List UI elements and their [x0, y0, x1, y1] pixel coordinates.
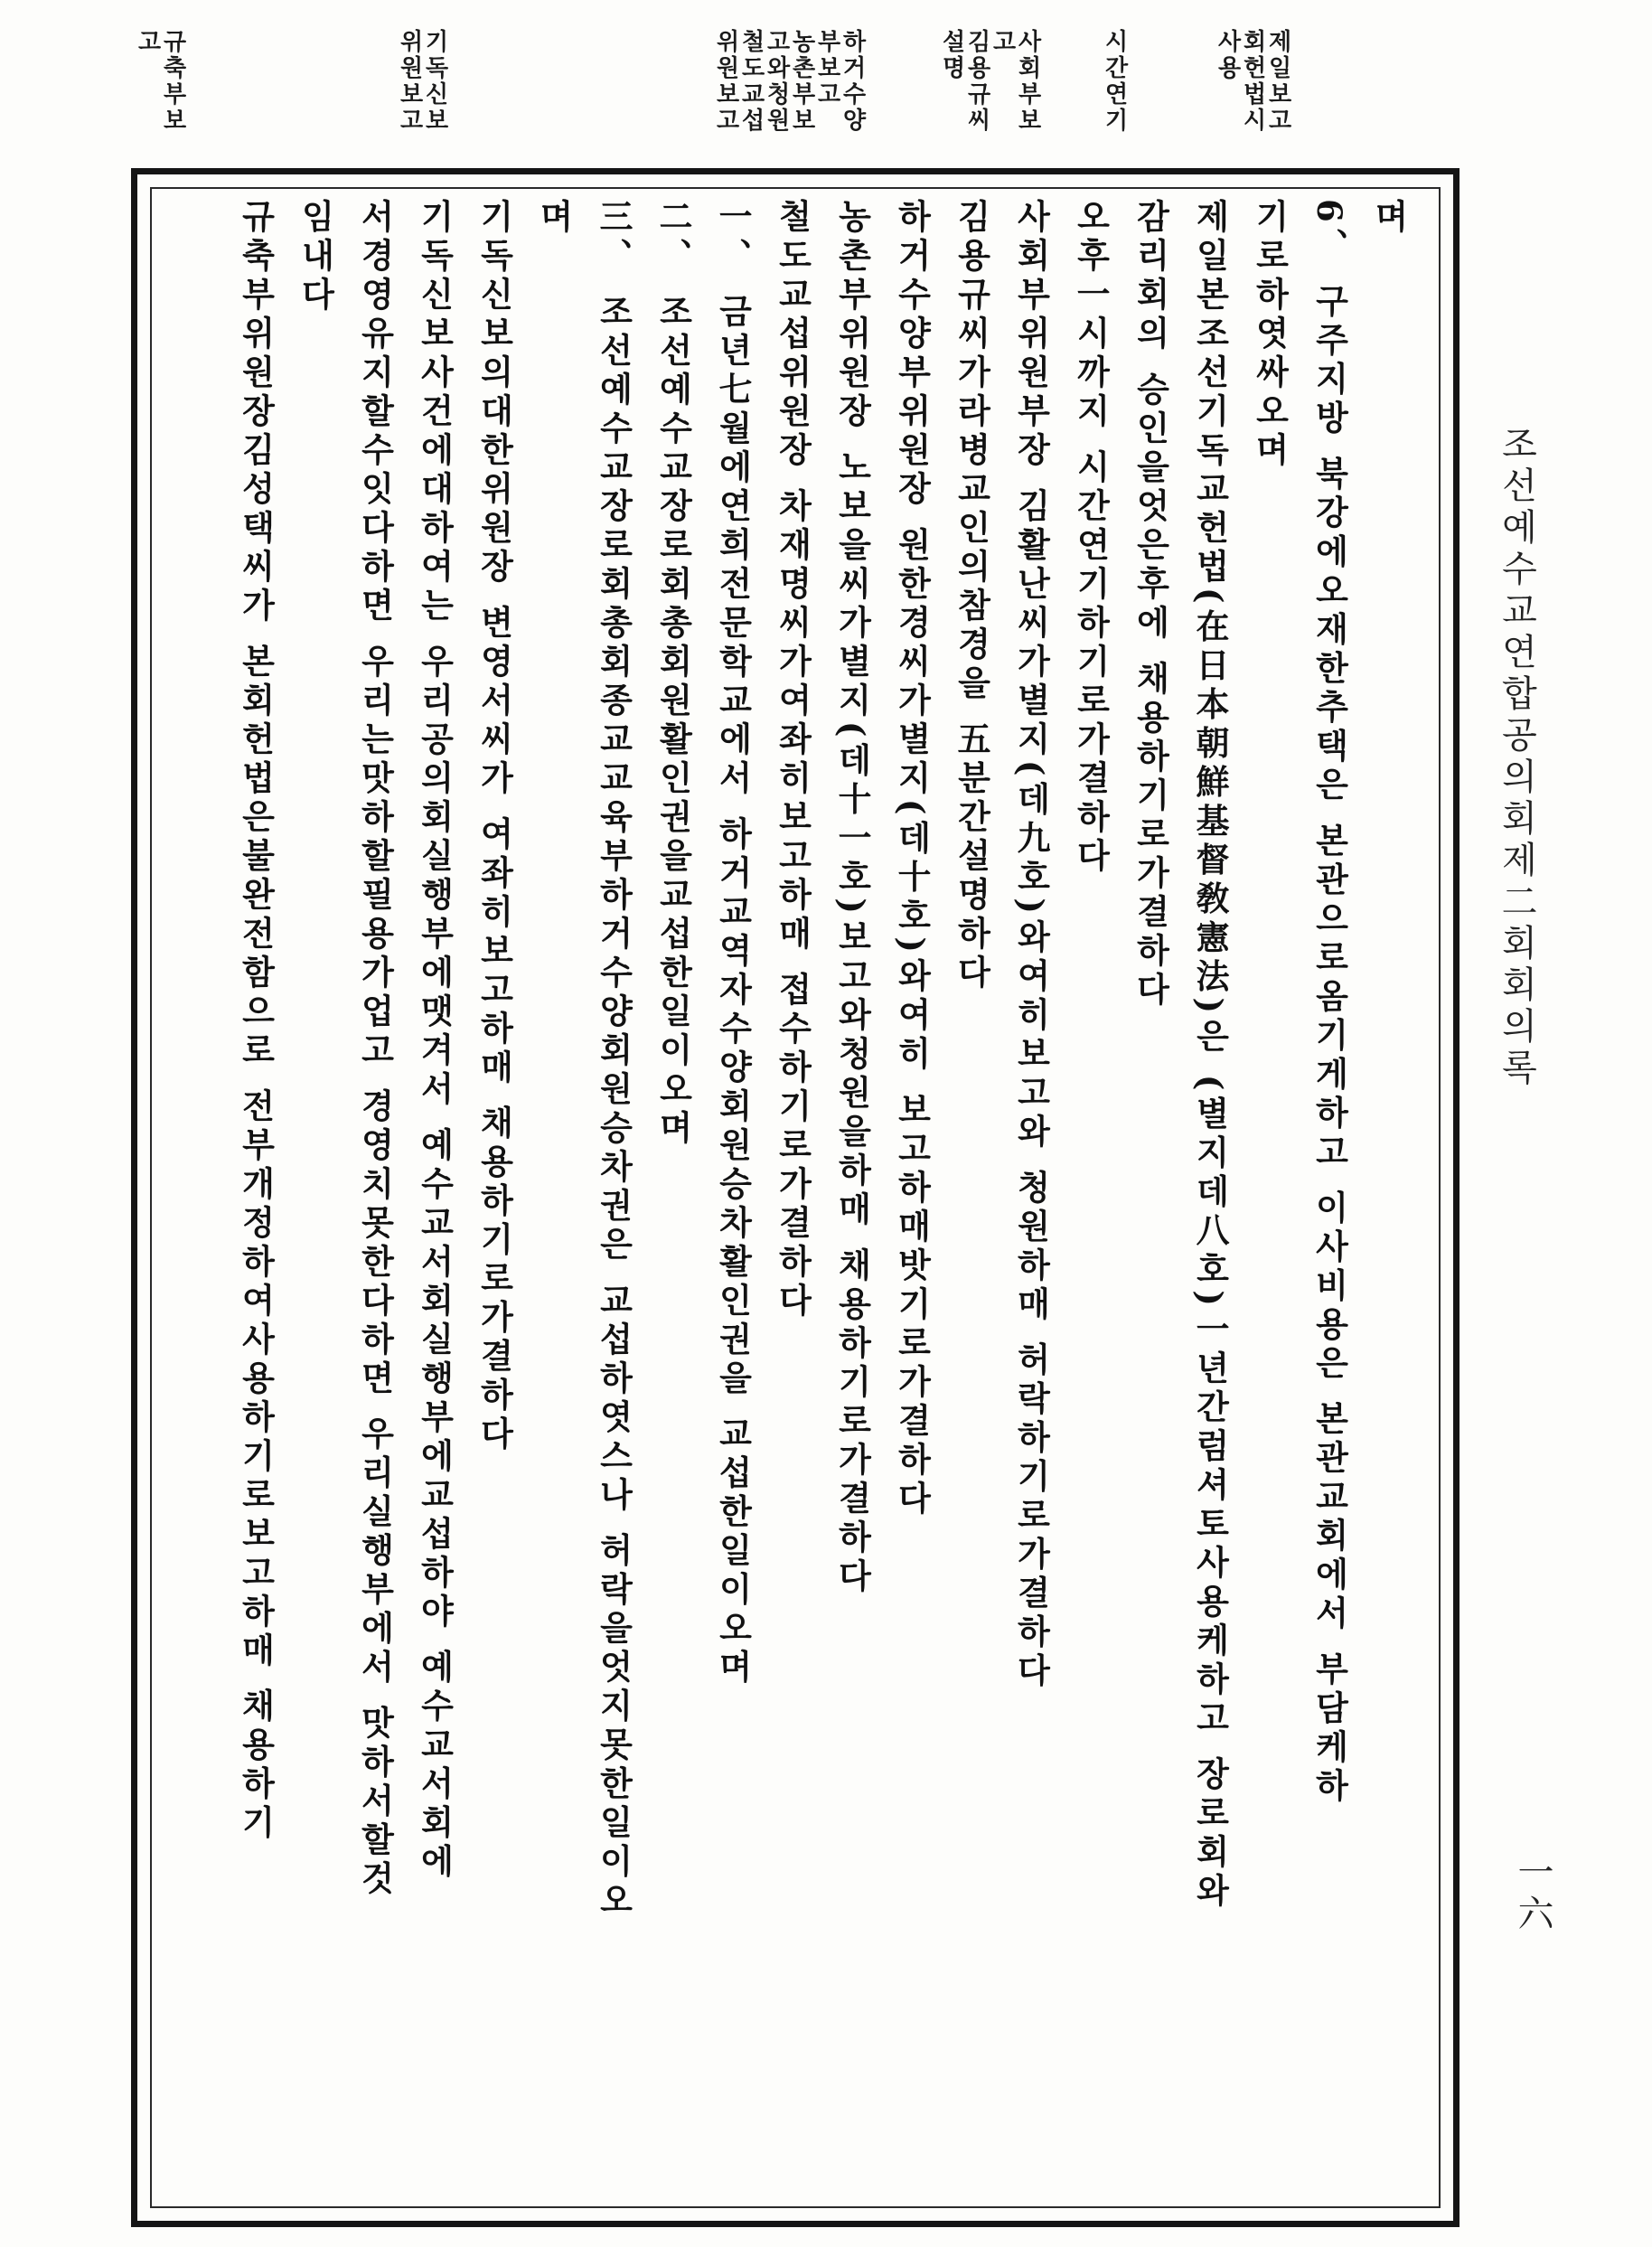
body-column: 기독신보사건에대하여는 우리공의회실행부에맷겨서 예수교서회실행부에교섭하야 예수교서회에: [415, 199, 455, 1883]
margin-heading-time-extension: [1103, 29, 1126, 134]
margin-heading-line: 회헌법시: [1239, 29, 1266, 134]
body-column: 제일본조선기독교헌법(在日本朝鮮基督敎憲法)은 (별지데八호)一년간럼셔토사용케하고 장로회와: [1190, 199, 1230, 1912]
body-column: 오후一시까지 시간연기하기로가결하다: [1071, 199, 1111, 877]
body-column: 농촌부위원장 노보을씨가별지(데十一호)보고와청원을하매 채용하기로가결하다: [832, 199, 872, 1597]
margin-heading-line: 부보고: [813, 29, 840, 108]
margin-heading-report-1: [1216, 29, 1290, 134]
margin-heading-line: 고와청원: [763, 29, 790, 134]
margin-headings: [136, 29, 1383, 165]
margin-heading-line: 규축부보: [159, 29, 186, 134]
margin-heading-line: 제일보고: [1264, 29, 1291, 134]
body-column: 규축부위원장김성택씨가 본회헌법은불완전함으로 전부개정하여사용하기로보고하매 채용하기: [236, 199, 276, 1844]
body-column: 임내다: [296, 199, 335, 315]
page-number: 一六: [1512, 1853, 1553, 1936]
body-column: 감리회의 승인을엇은후에 채용하기로가결하다: [1131, 199, 1170, 1011]
margin-heading-line: 농촌부보: [788, 29, 815, 134]
body-column: 김용규씨가라병교인의참경을 五분간설명하다: [952, 199, 991, 993]
body-text: [172, 199, 1419, 2187]
body-column: 철도교섭위원장 차재명씨가여좌히보고하매 접수하기로가결하다: [773, 199, 812, 1321]
margin-heading-line: 고: [989, 29, 1016, 55]
body-column: 一、 금년七월에연희전문학교에서 하거교역자수양회원승차활인권을 교섭한일이오며: [713, 199, 753, 1688]
body-column: 며: [1369, 199, 1409, 238]
margin-heading-line: 시간연기: [1101, 29, 1128, 134]
margin-heading-line: 위원보고: [396, 29, 423, 134]
margin-heading-line: 기독신보: [421, 29, 448, 134]
body-column: 기독신보의대한위원장 변영서씨가 여좌히보고하매 채용하기로가결하다: [474, 199, 514, 1455]
body-column: 서경영유지할수잇다하면 우리는맛하할필용가업고 경영치못한다하면 우리실행부에서 맛하서할것: [355, 199, 395, 1900]
margin-heading-social-report: [940, 29, 1039, 134]
body-column: 6、 구주지방 북강에오재한추택은 본관으로옴기게하고 이사비용은 본관교회에서 부담케하: [1309, 199, 1349, 1808]
body-column: 二、 조선예수교장로회총회원활인권을교섭한일이오며: [653, 199, 693, 1149]
margin-heading-line: 사회부보: [1014, 29, 1041, 134]
margin-heading-line: 김용규씨: [963, 29, 990, 134]
margin-heading-committee-reports: [714, 29, 864, 134]
margin-heading-line: 하거수양: [839, 29, 866, 134]
margin-heading-christian-messenger: [398, 29, 446, 134]
running-title: 조선예수교연합공의회제二회회의록: [1496, 425, 1537, 1090]
margin-heading-line: 철도교섭: [737, 29, 765, 134]
body-column: 기로하엿싸오며: [1250, 199, 1290, 471]
margin-heading-line: 고: [134, 29, 161, 55]
margin-heading-line: 위원보고: [712, 29, 739, 134]
body-column: 사회부위원부장 김활난씨가별지(데九호)와여히보고와 청원하매 허락하기로가결하다: [1011, 199, 1051, 1692]
body-column: 하거수양부위원장 원한경씨가별지(데十호)와여히 보고하매밧기로가결하다: [892, 199, 932, 1519]
margin-heading-rules-report: [136, 29, 184, 134]
body-column: 며: [534, 199, 574, 238]
body-column: 三、 조선예수교장로회총회종교교육부하거수양회원승차권은 교섭하엿스나 허락을엇지못한일이오: [594, 199, 634, 1922]
margin-heading-line: 설명: [938, 29, 965, 81]
margin-heading-line: 사용: [1214, 29, 1241, 81]
